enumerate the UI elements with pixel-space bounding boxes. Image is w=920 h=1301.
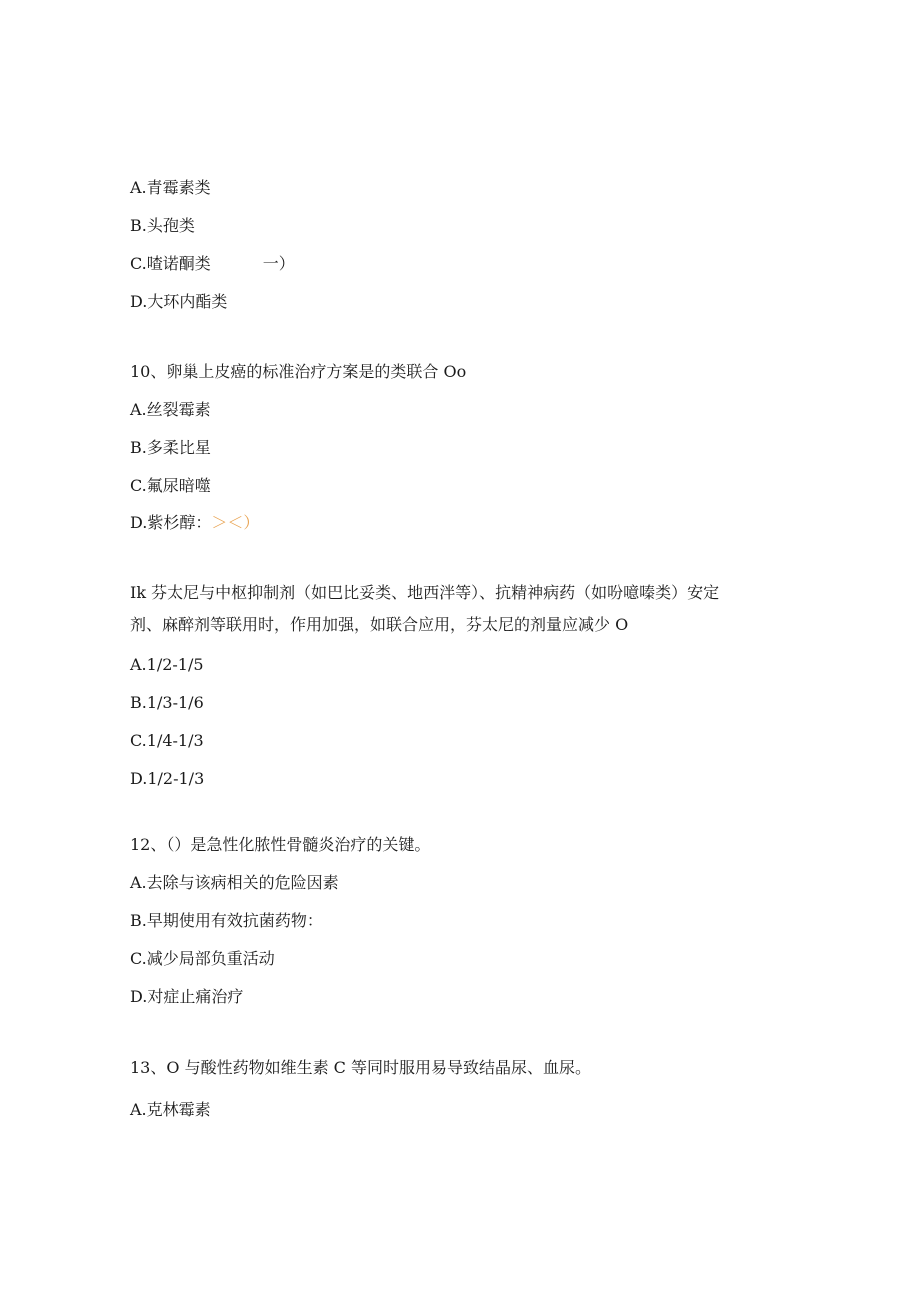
q11-option-d: D.1/2-1/3 <box>130 769 205 788</box>
q10-option-d-mark: ＞＜） <box>211 513 260 532</box>
q10-option-b: B.多柔比星 <box>130 438 211 457</box>
option-a: A.青霉素类 <box>130 178 211 197</box>
q13-option-a: A.克林霉素 <box>130 1100 211 1119</box>
question-10-stem: 10、卵巢上皮癌的标准治疗方案是的类联合 Oo <box>130 362 467 381</box>
q12-option-a: A.去除与该病相关的危险因素 <box>130 873 339 892</box>
option-d: D.大环内酯类 <box>130 292 228 311</box>
q12-option-d: D.对症止痛治疗 <box>130 987 244 1006</box>
question-12-stem: 12、（）是急性化脓性骨髓炎治疗的关键。 <box>130 835 431 854</box>
q10-option-c: C.氟尿暗噬 <box>130 476 211 495</box>
question-11-stem-line1: Ik 芬太尼与中枢抑制剂（如巴比妥类、地西泮等）、抗精神病药（如吩噫嗪类）安定 <box>130 583 720 602</box>
q12-option-c: C.减少局部负重活动 <box>130 949 275 968</box>
question-13-stem: 13、O 与酸性药物如维生素 C 等同时服用易导致结晶尿、血尿。 <box>130 1058 591 1077</box>
q10-option-d <box>130 513 259 533</box>
option-c-text: C.喳诺酮类 <box>130 254 211 273</box>
q11-option-a: A.1/2-1/5 <box>130 655 204 674</box>
q10-option-a: A.丝裂霉素 <box>130 400 211 419</box>
q11-option-c: C.1/4-1/3 <box>130 731 204 750</box>
option-b: B.头孢类 <box>130 216 195 235</box>
q11-option-b: B.1/3-1/6 <box>130 693 204 712</box>
q10-option-d-text: D.紫杉醇： <box>130 513 212 532</box>
option-c <box>130 254 295 274</box>
question-11-stem-line2: 剂、麻醉剂等联用时，作用加强，如联合应用，芬太尼的剂量应减少 O <box>130 615 629 634</box>
q12-option-b: B.早期使用有效抗菌药物： <box>130 911 323 930</box>
option-c-mark: 一） <box>262 254 295 273</box>
